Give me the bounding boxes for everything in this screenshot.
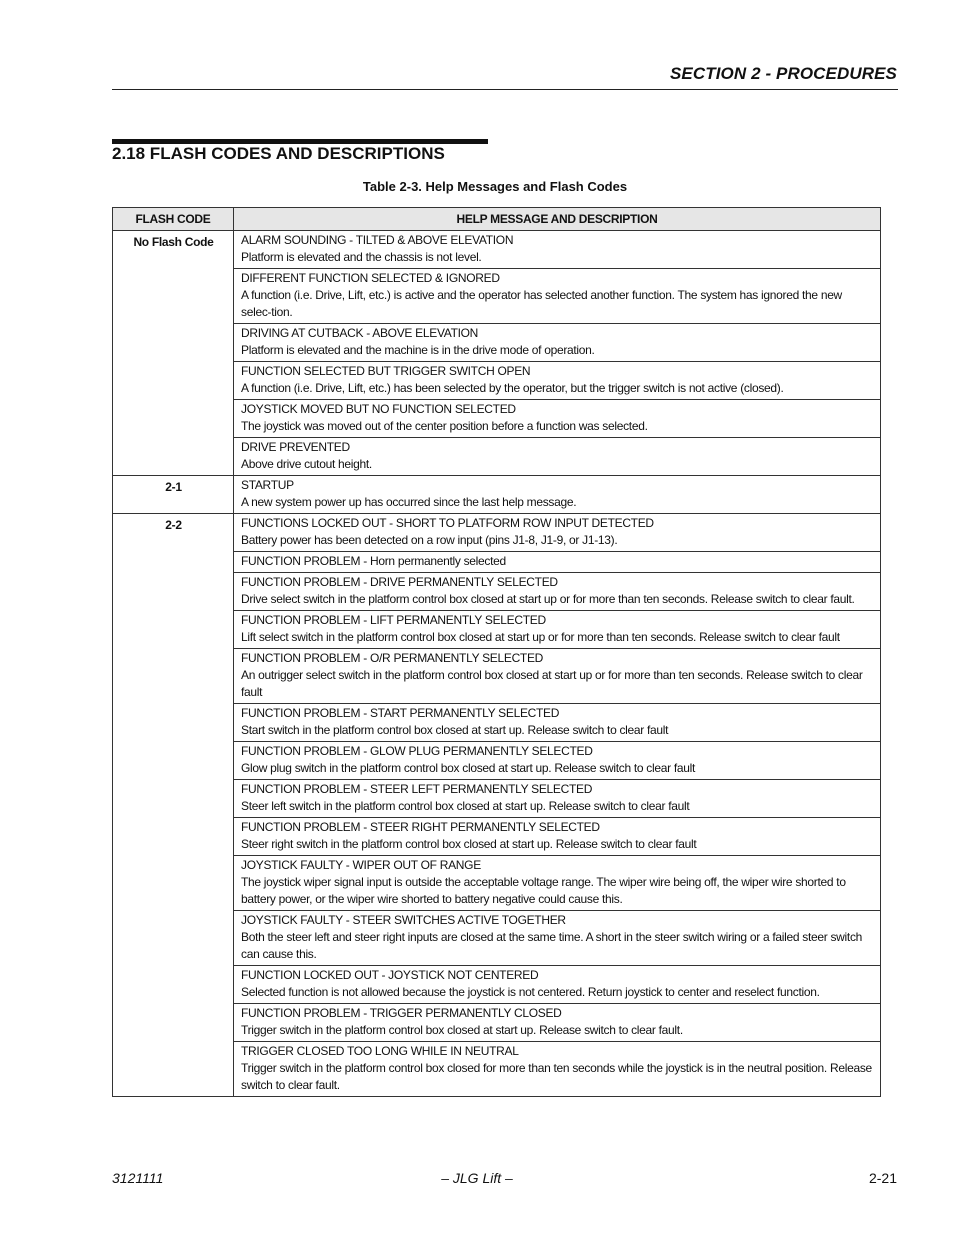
help-message-title: ALARM SOUNDING - TILTED & ABOVE ELEVATION — [241, 233, 514, 247]
help-message-description: Platform is elevated and the machine is in the drive mode of operation. — [241, 343, 595, 357]
help-message-description: An outrigger select switch in the platform control box closed at start up or for more than ten seconds. Release switch to clear fault — [241, 668, 863, 699]
help-message-description: Both the steer left and steer right inputs are closed at the same time. A short in the steer switch wiring or a failed steer switch can cause this. — [241, 930, 863, 961]
flash-code-cell: 2-2 — [113, 514, 234, 1097]
help-message-title: DIFFERENT FUNCTION SELECTED & IGNORED — [241, 271, 500, 285]
help-message-cell — [234, 438, 881, 476]
help-message-description: Platform is elevated and the chassis is not level. — [241, 250, 482, 264]
help-message-description: A function (i.e. Drive, Lift, etc.) has been selected by the operator, but the trigger switch is not active (closed). — [241, 381, 784, 395]
help-message-cell — [234, 1004, 881, 1042]
help-message-cell — [234, 552, 881, 573]
help-message-title: DRIVING AT CUTBACK - ABOVE ELEVATION — [241, 326, 479, 340]
help-message-title: FUNCTION PROBLEM - DRIVE PERMANENTLY SELECTED — [241, 575, 558, 589]
footer-brand: – JLG Lift – — [441, 1170, 513, 1186]
help-message-cell — [234, 231, 881, 269]
help-message-cell — [234, 514, 881, 552]
help-message-title: FUNCTIONS LOCKED OUT - SHORT TO PLATFORM ROW INPUT DETECTED — [241, 516, 654, 530]
section-header-title: SECTION 2 - PROCEDURES — [669, 64, 897, 83]
help-message-description: Above drive cutout height. — [241, 457, 372, 471]
help-message-description: Battery power has been detected on a row input (pins J1-8, J1-9, or J1-13). — [241, 533, 618, 547]
help-message-description: Drive select switch in the platform control box closed at start up or for more than ten seconds. Release switch to clear fault. — [241, 592, 855, 606]
help-message-title: FUNCTION PROBLEM - Horn permanently selected — [241, 554, 506, 568]
help-message-title: FUNCTION PROBLEM - START PERMANENTLY SELECTED — [241, 706, 560, 720]
help-message-cell — [234, 1042, 881, 1097]
help-message-description: Glow plug switch in the platform control box closed at start up. Release switch to clear fault — [241, 761, 696, 775]
help-message-description: A new system power up has occurred since the last help message. — [241, 495, 577, 509]
help-message-cell — [234, 269, 881, 324]
help-message-cell — [234, 476, 881, 514]
table-body — [113, 231, 881, 1097]
table-row — [113, 476, 881, 514]
help-message-cell — [234, 856, 881, 911]
help-message-title: JOYSTICK FAULTY - STEER SWITCHES ACTIVE TOGETHER — [241, 913, 566, 927]
help-message-title: FUNCTION PROBLEM - STEER LEFT PERMANENTLY SELECTED — [241, 782, 593, 796]
help-message-title: FUNCTION PROBLEM - TRIGGER PERMANENTLY CLOSED — [241, 1006, 562, 1020]
table-row — [113, 514, 881, 552]
help-message-description: The joystick was moved out of the center position before a function was selected. — [241, 419, 648, 433]
help-message-title: DRIVE PREVENTED — [241, 440, 350, 454]
help-message-description: Steer right switch in the platform control box closed at start up. Release switch to clear fault — [241, 837, 697, 851]
help-message-cell — [234, 324, 881, 362]
help-message-cell — [234, 400, 881, 438]
help-message-title: FUNCTION PROBLEM - O/R PERMANENTLY SELECTED — [241, 651, 544, 665]
help-message-title: TRIGGER CLOSED TOO LONG WHILE IN NEUTRAL — [241, 1044, 519, 1058]
help-message-cell — [234, 573, 881, 611]
section-heading: 2.18 FLASH CODES AND DESCRIPTIONS — [112, 144, 445, 163]
help-message-title: FUNCTION LOCKED OUT - JOYSTICK NOT CENTERED — [241, 968, 539, 982]
help-message-cell — [234, 362, 881, 400]
footer-page-number: 2-21 — [868, 1170, 897, 1186]
help-message-cell — [234, 611, 881, 649]
help-message-cell — [234, 966, 881, 1004]
help-message-description: Trigger switch in the platform control box closed for more than ten seconds while the joystick is in the neutral position. Release switch to clear fault. — [241, 1061, 872, 1092]
help-message-cell — [234, 742, 881, 780]
column-header-flash-code: FLASH CODE — [113, 208, 234, 231]
help-message-cell — [234, 911, 881, 966]
help-message-description: The joystick wiper signal input is outside the acceptable voltage range. The wiper wire being off, the wiper wire shorted to battery power, or the wiper wire shorted to battery negative could cause this. — [241, 875, 846, 906]
help-message-title: FUNCTION PROBLEM - GLOW PLUG PERMANENTLY SELECTED — [241, 744, 593, 758]
help-message-title: JOYSTICK FAULTY - WIPER OUT OF RANGE — [241, 858, 481, 872]
help-message-cell — [234, 818, 881, 856]
column-header-help-message: HELP MESSAGE AND DESCRIPTION — [234, 208, 881, 231]
help-message-cell — [234, 780, 881, 818]
help-message-title: FUNCTION PROBLEM - LIFT PERMANENTLY SELECTED — [241, 613, 546, 627]
flash-codes-table — [112, 207, 881, 1097]
help-message-cell — [234, 704, 881, 742]
help-message-cell — [234, 649, 881, 704]
help-message-description: A function (i.e. Drive, Lift, etc.) is active and the operator has selected another function. The system has ignored the new selec-tion. — [241, 288, 842, 319]
help-message-description: Steer left switch in the platform control box closed at start up. Release switch to clear fault — [241, 799, 690, 813]
help-message-title: JOYSTICK MOVED BUT NO FUNCTION SELECTED — [241, 402, 516, 416]
help-message-description: Start switch in the platform control box closed at start up. Release switch to clear fault — [241, 723, 669, 737]
help-message-description: Lift select switch in the platform control box closed at start up or for more than ten seconds. Release switch to clear fault — [241, 630, 840, 644]
table-row — [113, 231, 881, 269]
help-message-title: STARTUP — [241, 478, 294, 492]
table-header-row — [113, 208, 881, 231]
help-message-description: Selected function is not allowed because the joystick is not centered. Return joystick to center and reselect function. — [241, 985, 820, 999]
help-message-title: FUNCTION PROBLEM - STEER RIGHT PERMANENTLY SELECTED — [241, 820, 600, 834]
header-divider — [112, 89, 898, 90]
footer-doc-number: 3121111 — [112, 1170, 164, 1186]
table-caption: Table 2-3. Help Messages and Flash Codes — [362, 179, 628, 194]
flash-code-cell: No Flash Code — [113, 231, 234, 476]
help-message-title: FUNCTION SELECTED BUT TRIGGER SWITCH OPEN — [241, 364, 531, 378]
help-message-description: Trigger switch in the platform control box closed at start up. Release switch to clear fault. — [241, 1023, 683, 1037]
flash-code-cell: 2-1 — [113, 476, 234, 514]
